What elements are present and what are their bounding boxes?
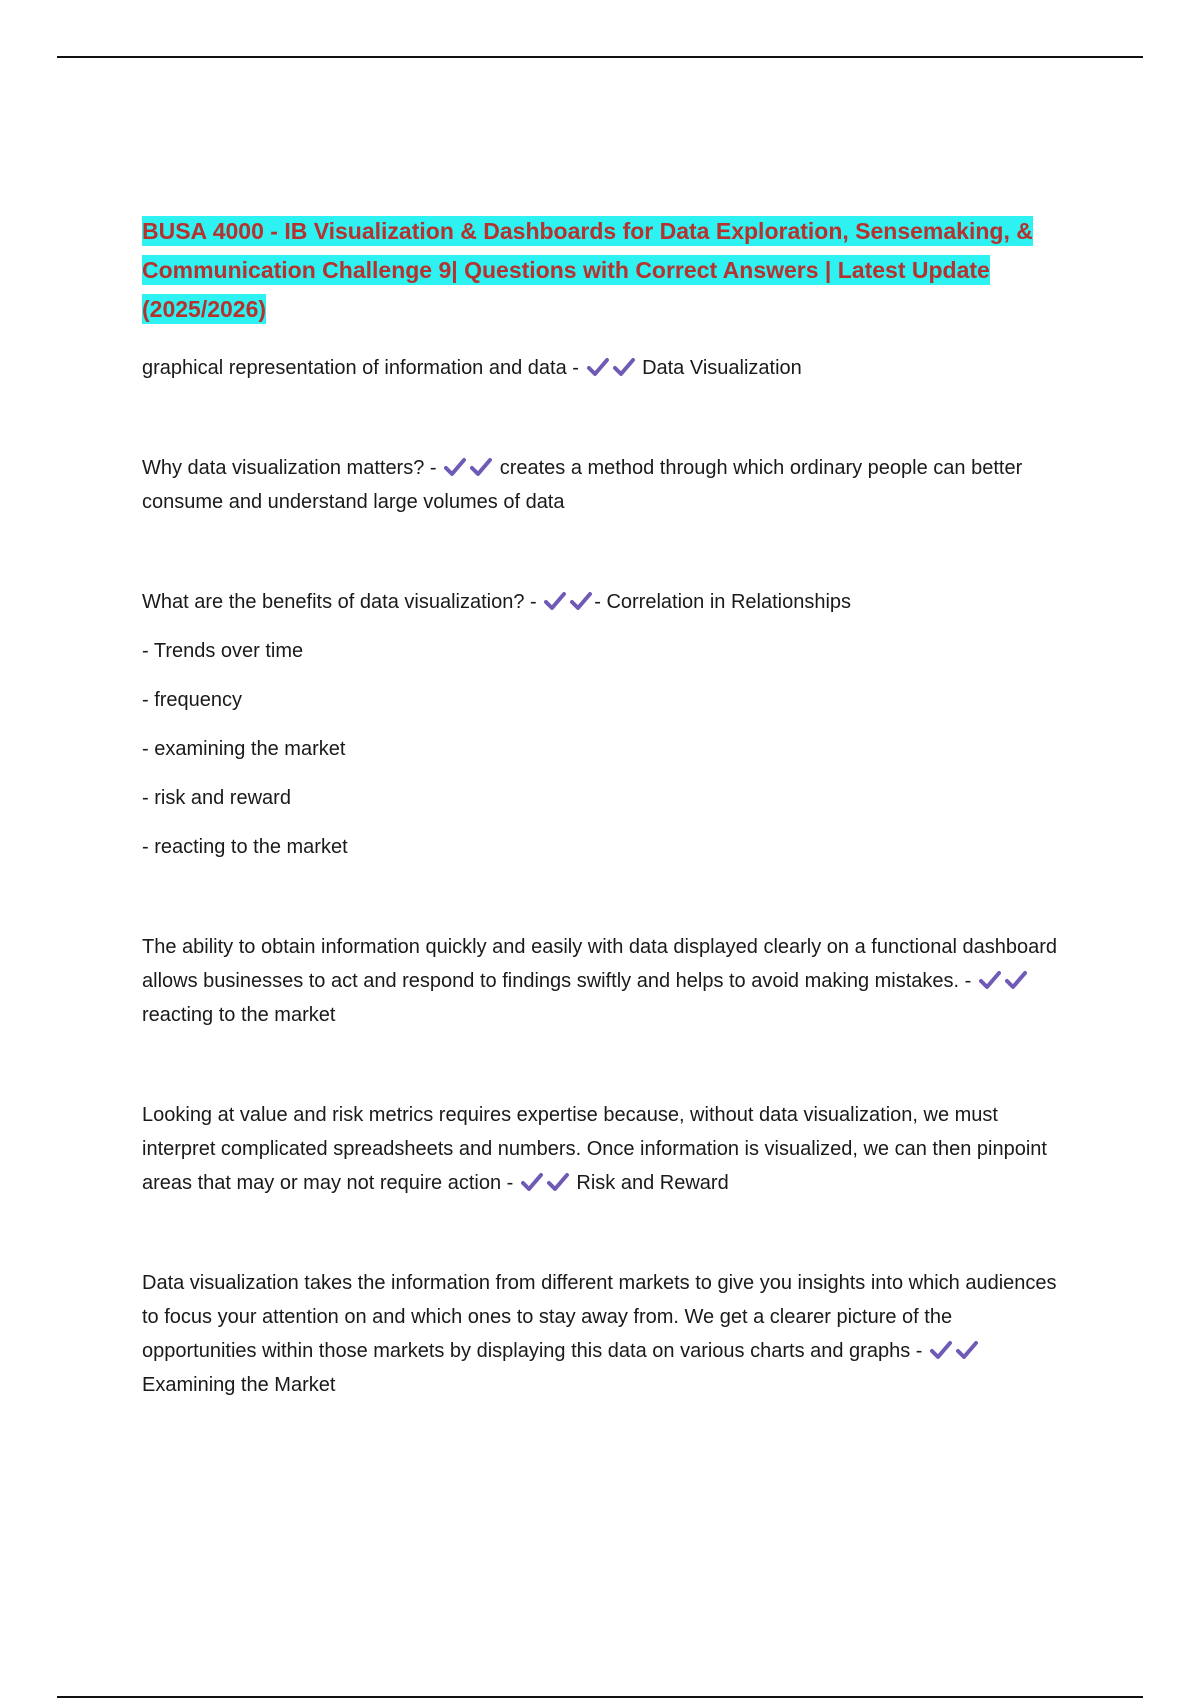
qa-item-4 xyxy=(142,930,1062,1032)
check-icon xyxy=(444,457,466,477)
answer-text: - Correlation in Relationships xyxy=(594,591,852,613)
check-icon xyxy=(547,1172,569,1192)
check-icon xyxy=(521,1172,543,1192)
answer-text: Examining the Market xyxy=(142,1374,336,1396)
answer-text: Data Visualization xyxy=(642,357,802,379)
check-icon xyxy=(587,357,609,377)
document-title xyxy=(142,212,1062,329)
benefit-bullet: - risk and reward xyxy=(142,787,291,809)
benefit-bullet: - Trends over time xyxy=(142,640,304,662)
check-icon xyxy=(470,457,492,477)
qa-item-5 xyxy=(142,1098,1062,1200)
title-text: BUSA 4000 - IB Visualization & Dashboards for Data Exploration, Sensemaking, & Communication Challenge 9| Questions with Correct Answers | Latest Update (2025/2026) xyxy=(142,218,1033,322)
question-text: Looking at value and risk metrics requires expertise because, without data visualization, we must interpret complicated spreadsheets and numbers. Once information is visualized, we can then pinpoint areas that may or may not require action - xyxy=(142,1104,1047,1194)
question-text: The ability to obtain information quickly and easily with data displayed clearly on a functional dashboard allows businesses to act and respond to findings swiftly and helps to avoid making mistakes. - xyxy=(142,936,1057,992)
check-icon xyxy=(1005,970,1027,990)
question-text: graphical representation of information and data - xyxy=(142,357,579,379)
qa-item-6 xyxy=(142,1266,1062,1402)
qa-item-2 xyxy=(142,451,1062,519)
check-icon xyxy=(956,1340,978,1360)
answer-text: reacting to the market xyxy=(142,1004,336,1026)
answer-text: creates a method through which ordinary people can better consume and understand large volumes of data xyxy=(142,457,1023,513)
qa-item-1 xyxy=(142,351,1062,385)
question-text: Data visualization takes the information from different markets to give you insights into which audiences to focus your attention on and which ones to stay away from. We get a clearer picture of the opportunities within those markets by displaying this data on various charts and graphs - xyxy=(142,1272,1057,1362)
question-text: What are the benefits of data visualization? - xyxy=(142,591,537,613)
benefit-bullet: - examining the market xyxy=(142,738,346,760)
check-icon xyxy=(979,970,1001,990)
question-text: Why data visualization matters? - xyxy=(142,457,437,479)
bottom-rule xyxy=(57,1696,1143,1698)
answer-text: Risk and Reward xyxy=(576,1172,729,1194)
document-body xyxy=(142,212,1062,1402)
check-icon xyxy=(930,1340,952,1360)
check-icon xyxy=(613,357,635,377)
qa-item-3 xyxy=(142,585,1062,619)
check-icon xyxy=(544,591,566,611)
benefit-bullet: - reacting to the market xyxy=(142,836,348,858)
top-rule xyxy=(57,56,1143,58)
check-icon xyxy=(570,591,592,611)
benefit-bullet: - frequency xyxy=(142,689,243,711)
